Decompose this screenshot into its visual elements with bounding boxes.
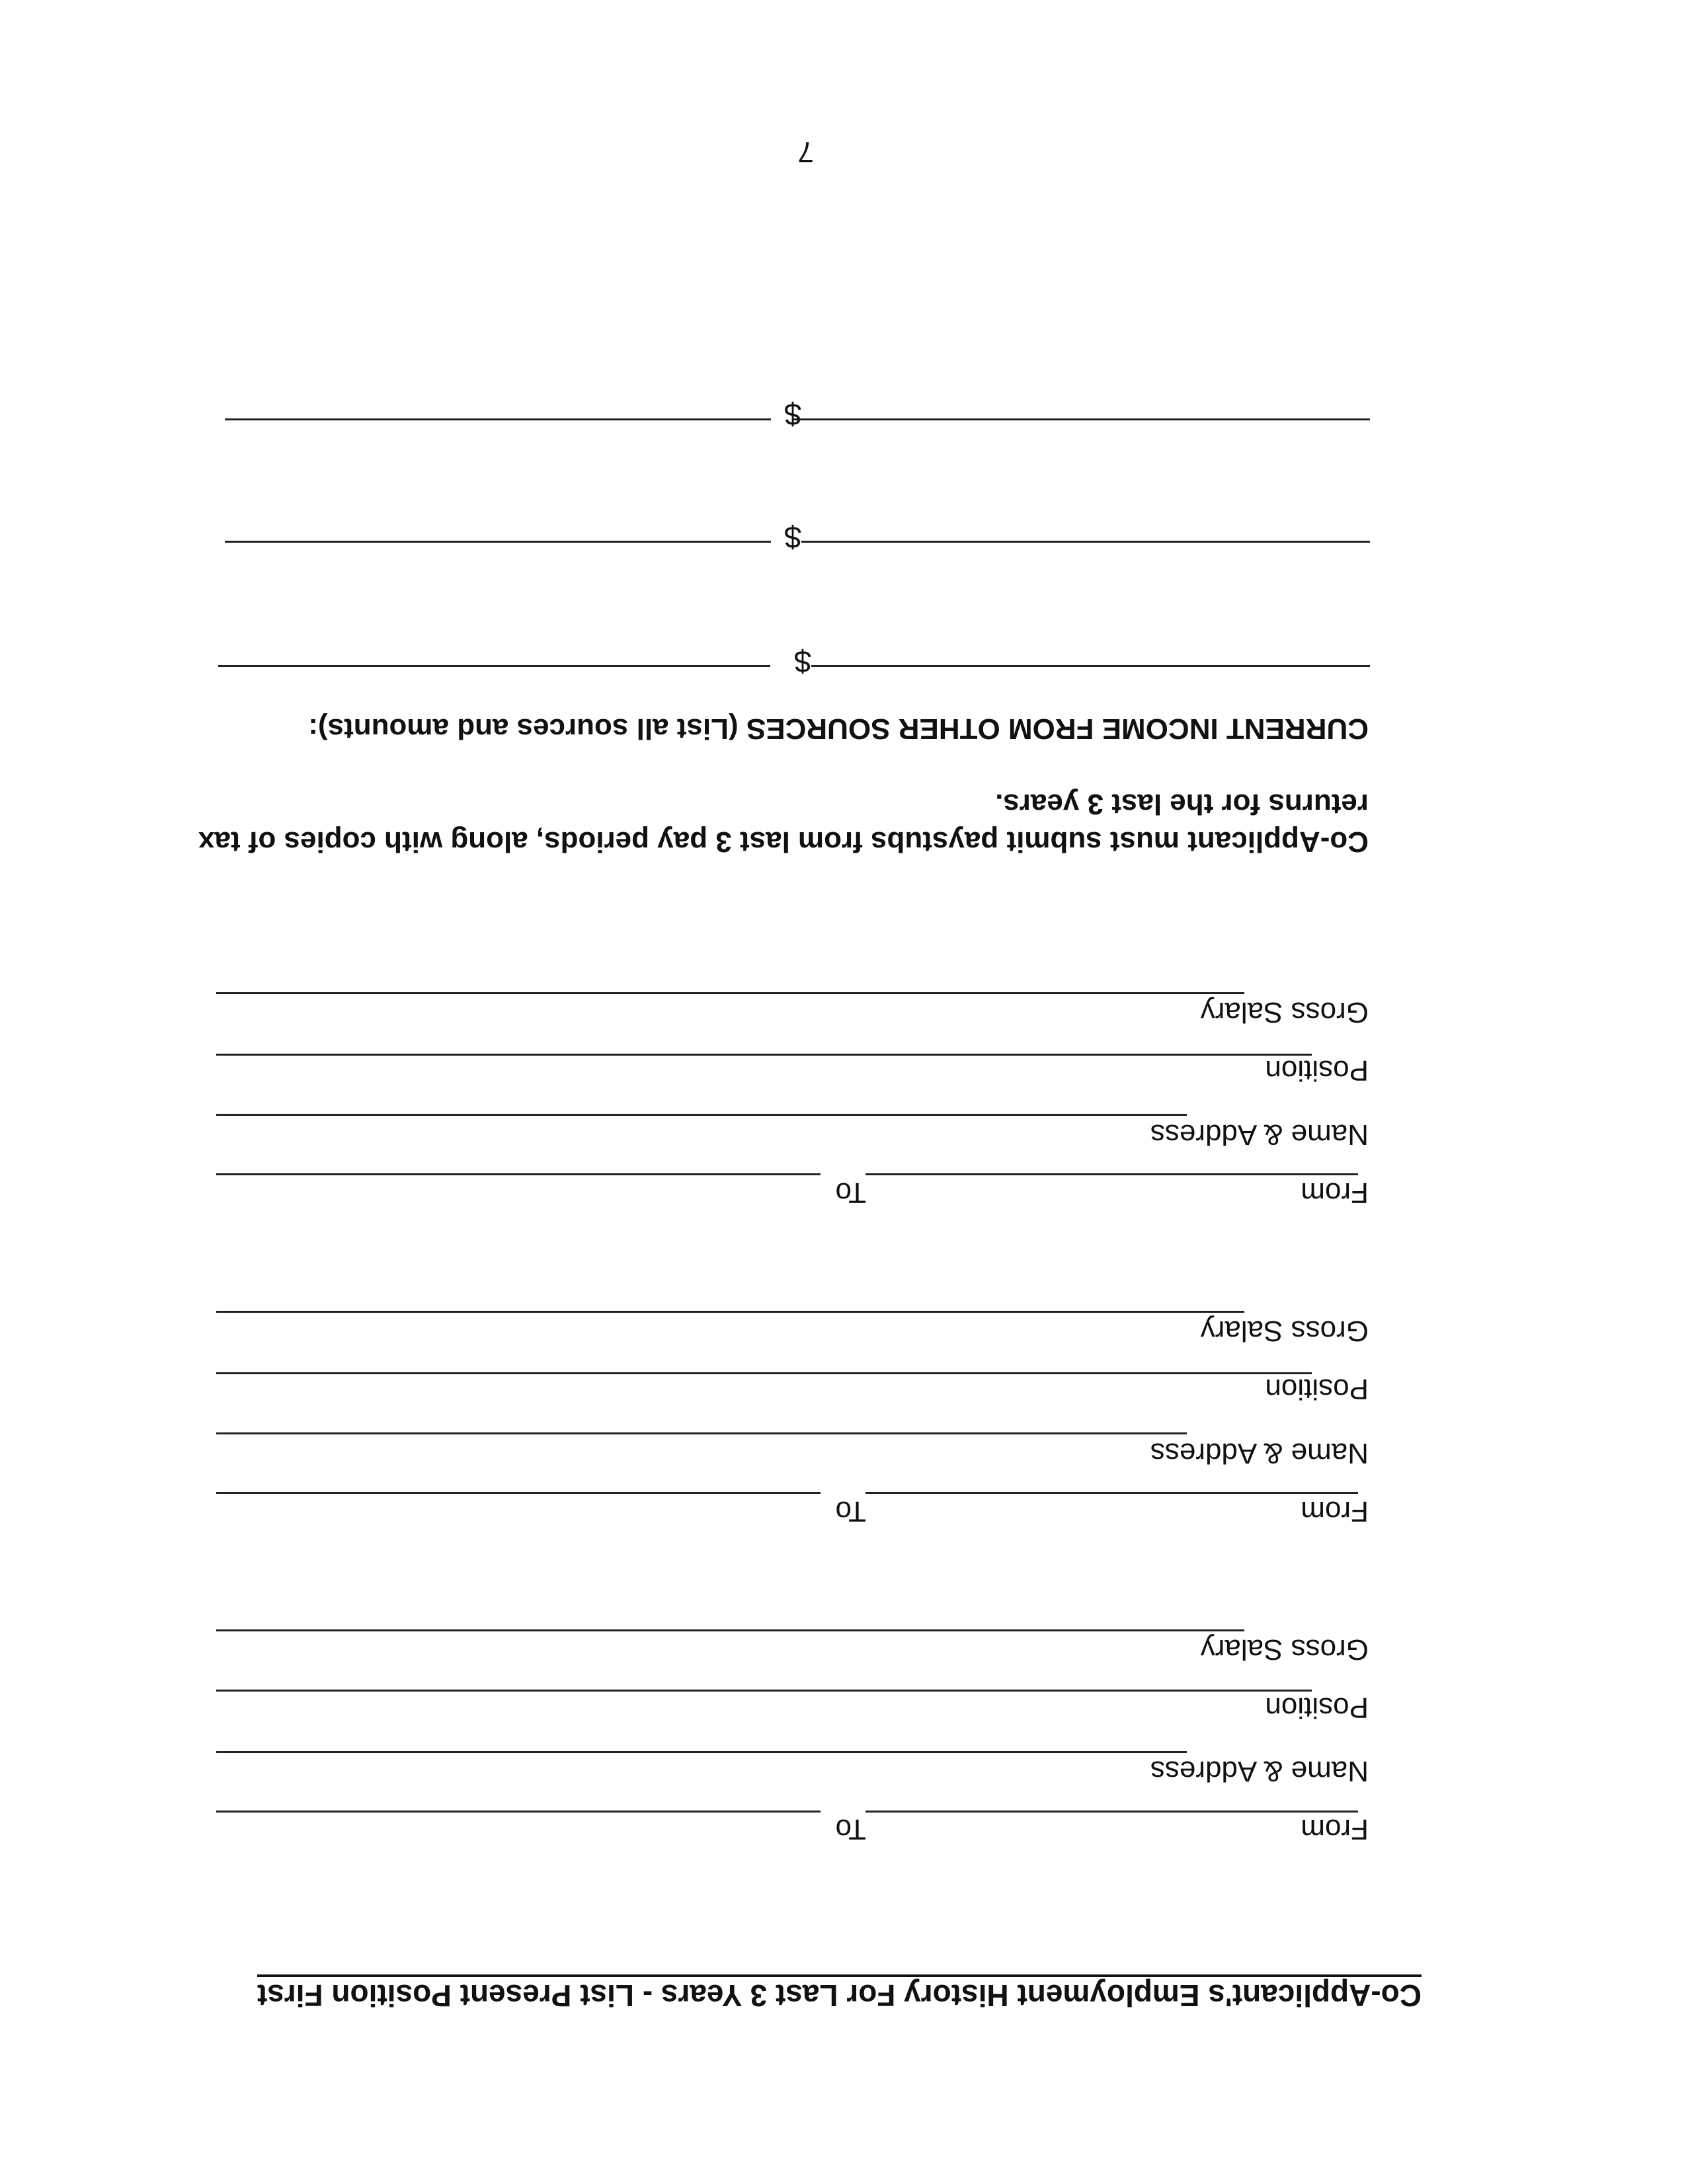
position-label: Position bbox=[1265, 1692, 1369, 1724]
gross-salary-label: Gross Salary bbox=[1200, 996, 1369, 1029]
income-amount-field[interactable] bbox=[225, 418, 771, 420]
from-field[interactable] bbox=[865, 1173, 1358, 1175]
gross-salary-label: Gross Salary bbox=[1200, 1633, 1369, 1666]
to-field[interactable] bbox=[216, 1492, 821, 1494]
gross-salary-label: Gross Salary bbox=[1200, 1315, 1369, 1347]
paystub-notice: Co-Applicant must submit paystubs from last 3 pay periods, along with copies of tax returns for the last 3 years. bbox=[198, 787, 1369, 858]
employment-history-title: Co-Applicant's Employment History For Last 3 Years - List Present Position First bbox=[257, 1974, 1422, 2011]
name-address-field[interactable] bbox=[216, 1114, 1187, 1116]
name-address-label: Name & Address bbox=[1150, 1437, 1369, 1469]
to-field[interactable] bbox=[216, 1811, 821, 1813]
from-field[interactable] bbox=[865, 1492, 1358, 1494]
gross-salary-field[interactable] bbox=[216, 1629, 1244, 1631]
income-source-field[interactable] bbox=[793, 418, 1370, 420]
to-label: To bbox=[835, 1177, 866, 1209]
name-address-label: Name & Address bbox=[1150, 1755, 1369, 1787]
position-field[interactable] bbox=[216, 1054, 1312, 1056]
to-label: To bbox=[835, 1495, 866, 1528]
name-address-field[interactable] bbox=[216, 1751, 1187, 1753]
position-field[interactable] bbox=[216, 1690, 1312, 1692]
name-address-field[interactable] bbox=[216, 1432, 1187, 1434]
from-field[interactable] bbox=[865, 1811, 1358, 1813]
position-label: Position bbox=[1265, 1373, 1369, 1405]
dollar-sign: $ bbox=[794, 644, 811, 679]
from-label: From bbox=[1301, 1177, 1369, 1209]
name-address-label: Name & Address bbox=[1150, 1118, 1369, 1151]
from-label: From bbox=[1301, 1813, 1369, 1846]
income-source-field[interactable] bbox=[801, 541, 1370, 543]
dollar-sign: $ bbox=[784, 397, 801, 432]
income-source-field[interactable] bbox=[811, 665, 1370, 667]
income-amount-field[interactable] bbox=[225, 541, 771, 543]
gross-salary-field[interactable] bbox=[216, 1311, 1244, 1313]
income-amount-field[interactable] bbox=[218, 665, 770, 667]
to-field[interactable] bbox=[216, 1173, 821, 1175]
page-number: 7 bbox=[797, 136, 814, 168]
position-field[interactable] bbox=[216, 1372, 1312, 1374]
position-label: Position bbox=[1265, 1054, 1369, 1087]
to-label: To bbox=[835, 1813, 866, 1846]
gross-salary-field[interactable] bbox=[216, 992, 1244, 994]
other-income-heading: CURRENT INCOME FROM OTHER SOURCES (List all sources and amounts): bbox=[308, 713, 1369, 745]
dollar-sign: $ bbox=[784, 520, 801, 555]
from-label: From bbox=[1301, 1495, 1369, 1528]
